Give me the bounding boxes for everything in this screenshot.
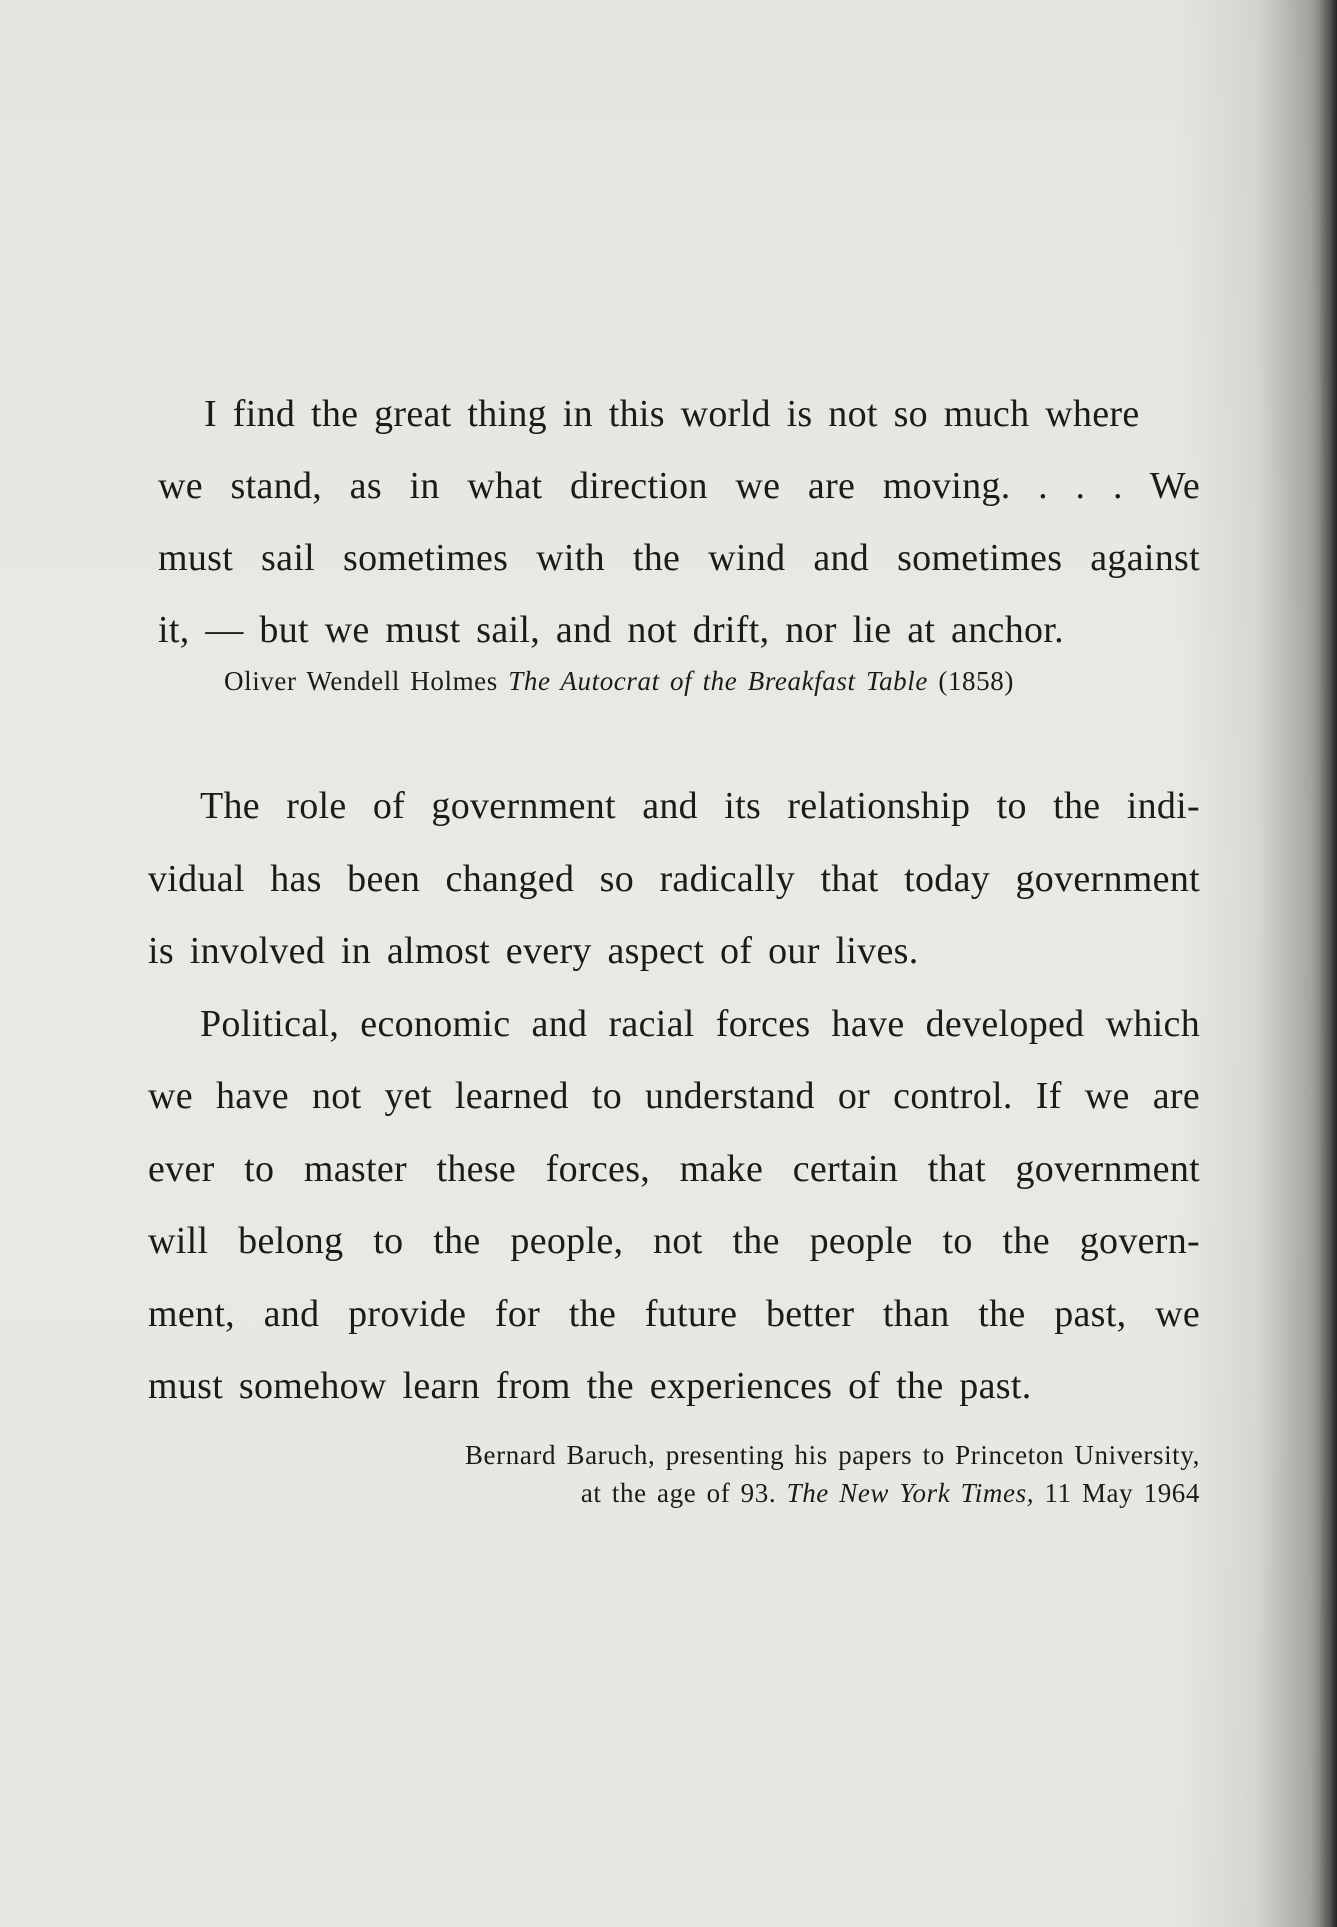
holmes-attribution (224, 666, 1199, 697)
baruch-age: at the age of 93. (580, 1478, 777, 1508)
holmes-work-title: The Autocrat of the Breakfast Table (508, 666, 928, 696)
baruch-quote (148, 770, 1200, 1423)
baruch-quote-line: ment, and provide for the future better than the past, we (148, 1292, 1200, 1335)
baruch-quote-line: The role of government and its relationship to the indi- (200, 785, 1200, 827)
baruch-quote-line: ever to master these forces, make certain that government (148, 1147, 1200, 1190)
holmes-year: (1858) (938, 666, 1014, 696)
holmes-quote (158, 378, 1200, 666)
baruch-attribution-line-2 (290, 1474, 1200, 1512)
baruch-quote-line: Political, economic and racial forces have developed which (200, 1002, 1200, 1045)
holmes-quote-line: we stand, as in what direction we are moving. . . . We (158, 465, 1200, 507)
baruch-quote-line: is involved in almost every aspect of our lives. (148, 930, 919, 972)
baruch-quote-line: vidual has been changed so radically that today government (148, 857, 1200, 900)
baruch-quote-line: we have not yet learned to understand or control. If we are (148, 1075, 1200, 1117)
page-binding-shadow (1319, 0, 1337, 1927)
baruch-source-title: The New York Times, (786, 1478, 1035, 1508)
baruch-attribution-line-1: Bernard Baruch, presenting his papers to Princeton University, (464, 1440, 1200, 1470)
holmes-quote-line: it, — but we must sail, and not drift, nor lie at anchor. (158, 609, 1064, 651)
baruch-quote-line: must somehow learn from the experiences of the past. (148, 1365, 1032, 1407)
holmes-quote-line: must sail sometimes with the wind and sometimes against (158, 537, 1200, 579)
baruch-date: 11 May 1964 (1044, 1478, 1200, 1508)
baruch-quote-line: will belong to the people, not the people to the govern- (148, 1220, 1200, 1262)
holmes-quote-line: I find the great thing in this world is not so much where (204, 393, 1140, 435)
holmes-author: Oliver Wendell Holmes (224, 666, 498, 696)
baruch-attribution (290, 1436, 1200, 1512)
